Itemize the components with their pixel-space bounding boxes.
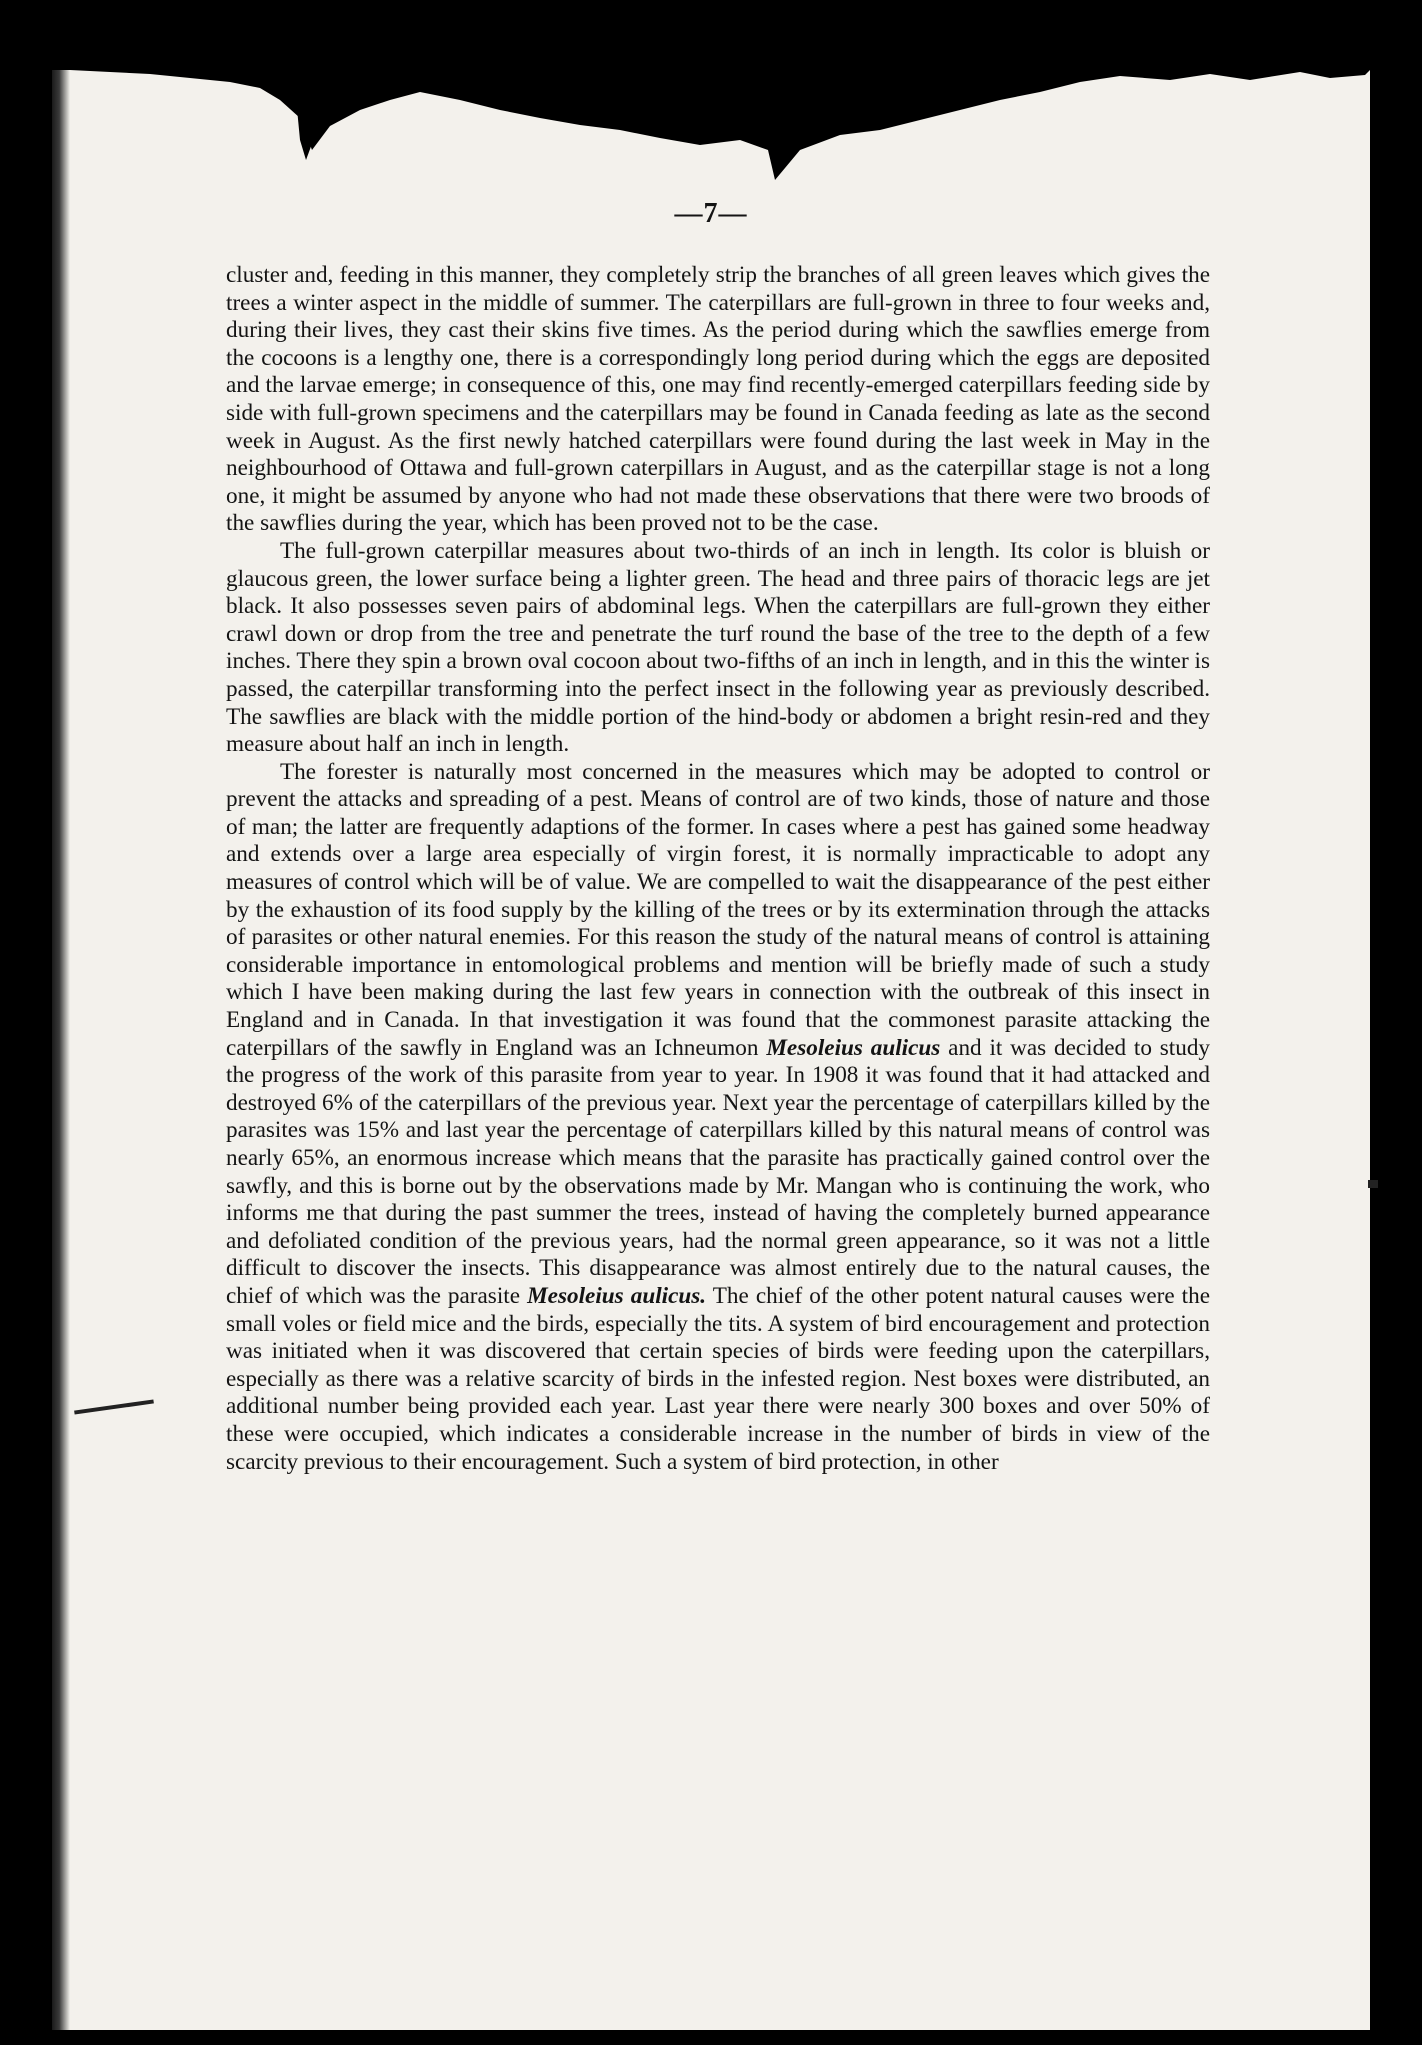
text-segment: The full-grown caterpillar measures about two-thirds of an inch in length. Its color is bluish or glaucous green, the lower surface being a lighter green. The head and three pairs of thoracic legs are jet black. It also possesses seven pairs of abdominal legs. When the caterpillars are full-grown they either crawl down or drop from the tree and penetrate the turf round the base of the tree to the depth of a few inches. There they spin a brown oval cocoon about two-fifths of an inch in length, and in this the winter is passed, the caterpillar transforming into the perfect insect in the following year as previously described. The sawflies are black with the middle portion of the hind-body or abdomen a bright resin-red and they measure about half an inch in length. [226, 537, 1210, 758]
species-name: Mesoleius aulicus [766, 1034, 941, 1061]
text-segment: The forester is naturally most concerned in the measures which may be adopted to control or prevent the attacks and spreading of a pest. Means of control are of two kinds, those of nature and those of man; the latter are frequently adaptions of the former. In cases where a pest has gained some headway and extends over a large area especially of virgin forest, it is normally impracticable to adopt any measures of control which will be of value. We are compelled to wait the disappearance of the pest either by the exhaustion of its food supply by the killing of the trees or by its extermination through the attacks of parasites or other natural enemies. For this reason the study of the natural means of control is attaining considerable importance in entomological problems and mention will be briefly made of such a study which I have been making during the last few years in connection with the outbreak of this insect in England and in Canada. In that investigation it was found that the commonest parasite attacking the caterpillars of the sawfly in England was an Ichneumon [226, 758, 1210, 1061]
paragraph [226, 759, 1210, 1476]
text-segment: The chief of the other potent natural causes were the small voles or field mice and the birds, especially the tits. A system of bird encouragement and protection was initiated when it was discovered that certain species of birds were feeding upon the caterpillars, especially as there was a relative scarcity of birds in the infested region. Nest boxes were distributed, an additional number being provided each year. Last year there were nearly 300 boxes and over 50% of these were occupied, which indicates a considerable increase in the number of birds in view of the scarcity previous to their encouragement. Such a system of bird protection, in other [226, 1282, 1210, 1475]
scan-mark-right [1368, 1180, 1378, 1188]
paragraph [226, 538, 1210, 759]
paragraph [226, 262, 1210, 538]
body-text [226, 262, 1210, 1476]
species-name: Mesoleius aulicus. [527, 1282, 707, 1309]
page-number: —7— [674, 198, 748, 229]
text-segment: and it was decided to study the progress of the work of this parasite from year to year. In 1908 it was found that it had attacked and destroyed 6% of the caterpillars of the previous year. Next year the percentage of caterpillars killed by the parasites was 15% and last year the percentage of caterpillars killed by this natural means of control was nearly 65%, an enormous increase which means that the parasite has practically gained control over the sawfly, and this is borne out by the observations made by Mr. Mangan who is continuing the work, who informs me that during the past summer the trees, instead of having the completely burned appearance and defoliated condition of the previous years, had the normal green appearance, so it was not a little difficult to discover the insects. This disappearance was almost entirely due to the natural causes, the chief of which was the parasite [226, 1034, 1211, 1309]
page-binding-shadow [52, 70, 70, 2030]
text-segment: cluster and, feeding in this manner, they completely strip the branches of all green leaves which gives the trees a winter aspect in the middle of summer. The caterpillars are full-grown in three to four weeks and, during their lives, they cast their skins five times. As the period during which the sawflies emerge from the cocoons is a lengthy one, there is a correspondingly long period during which the eggs are deposited and the larvae emerge; in consequence of this, one may find recently-emerged caterpillars feeding side by side with full-grown specimens and the caterpillars may be found in Canada feeding as late as the second week in August. As the first newly hatched caterpillars were found during the last week in May in the neighbourhood of Ottawa and full-grown caterpillars in August, and as the caterpillar stage is not a long one, it might be assumed by anyone who had not made these observations that there were two broods of the sawflies during the year, which has been proved not to be the case. [226, 262, 1210, 537]
